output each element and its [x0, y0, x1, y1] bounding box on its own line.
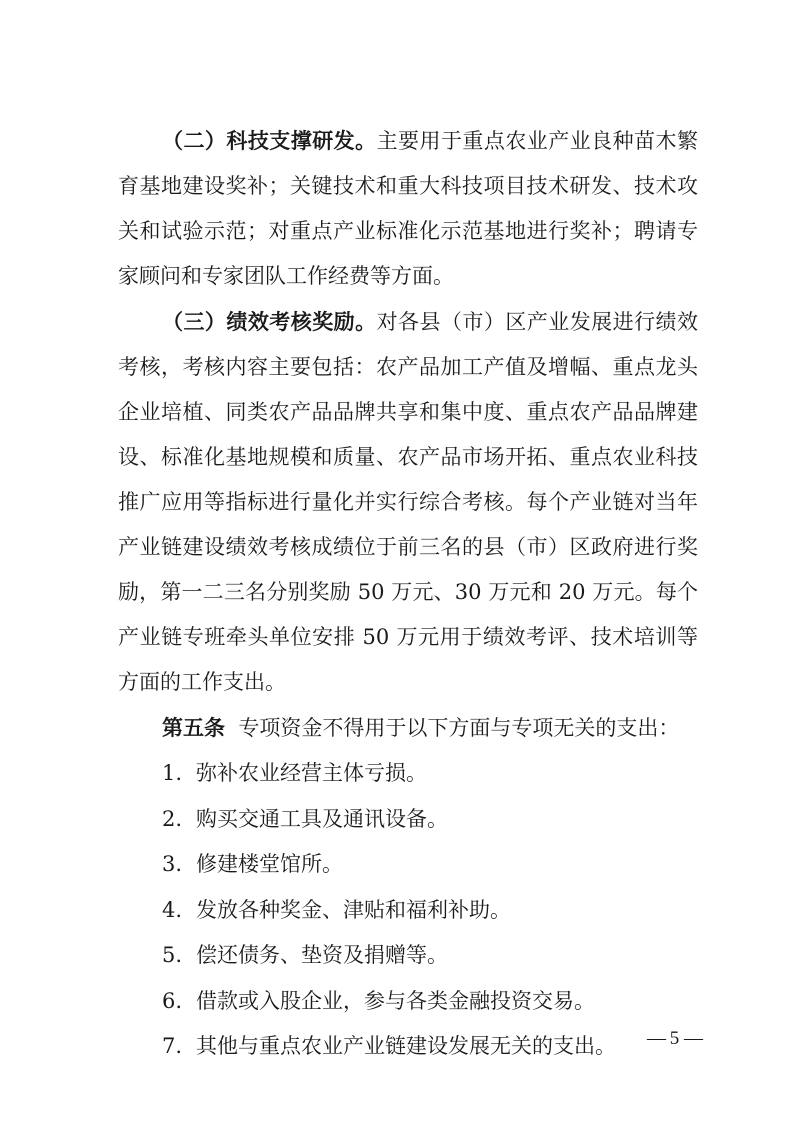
article-text: 专项资金不得用于以下方面与专项无关的支出： [238, 716, 680, 740]
item-text: 偿还债务、垫资及捐赠等。 [196, 943, 448, 967]
item-text: 弥补农业经营主体亏损。 [196, 761, 427, 785]
item-number: 7. [162, 1034, 183, 1058]
document-body [118, 118, 698, 1070]
section-body: 对各县（市）区产业发展进行绩效考核，考核内容主要包括：农产品加工产值及增幅、重点龙头企业培植、同类农产品品牌共享和集中度、重点农产品品牌建设、标准化基地规模和质量、农产品市场开拓、重点农业科技推广应用等指标进行量化并实行综合考核。每个产业链对当年产业链建设绩效考核成绩位于前三名的县（市）区政府进行奖励，第一二三名分别奖励 50 万元、30 万元和 20 万元。每个产业链专班牵头单位安排 50 万元用于绩效考评、技术培训等方面的工作支出。 [118, 310, 699, 694]
item-number: 4. [162, 897, 183, 922]
list-item [118, 1024, 698, 1070]
item-text: 发放各种奖金、津贴和福利补助。 [196, 897, 511, 922]
section-tech-support [118, 118, 698, 299]
section-heading: （三）绩效考核奖励。 [162, 309, 377, 334]
list-item [118, 751, 698, 797]
section-heading: （二）科技支撑研发。 [162, 128, 377, 153]
section-body: 主要用于重点农业产业良种苗木繁育基地建设奖补；关键技术和重大科技项目技术研发、技术攻关和试验示范；对重点产业标准化示范基地进行奖补；聘请专家顾问和专家团队工作经费等方面。 [118, 129, 699, 288]
article-label: 第五条 [162, 715, 225, 740]
list-item [118, 842, 698, 888]
dash-right: — [684, 1028, 702, 1049]
item-text: 其他与重点农业产业链建设发展无关的支出。 [196, 1034, 616, 1058]
prohibited-list [118, 751, 698, 1070]
item-text: 购买交通工具及通讯设备。 [196, 806, 448, 831]
item-number: 1. [162, 761, 183, 785]
list-item [118, 933, 698, 979]
list-item [118, 797, 698, 843]
item-number: 6. [162, 988, 183, 1013]
page-footer [647, 1028, 702, 1050]
dash-left: — [647, 1028, 665, 1049]
item-text: 借款或入股企业，参与各类金融投资交易。 [196, 988, 595, 1013]
item-number: 3. [162, 852, 183, 876]
item-number: 5. [162, 943, 183, 967]
section-performance-award [118, 299, 698, 705]
item-number: 2. [162, 806, 183, 831]
list-item [118, 888, 698, 934]
list-item [118, 979, 698, 1025]
item-text: 修建楼堂馆所。 [196, 852, 343, 876]
article-five [118, 705, 698, 751]
page-number: 5 [669, 1028, 680, 1049]
